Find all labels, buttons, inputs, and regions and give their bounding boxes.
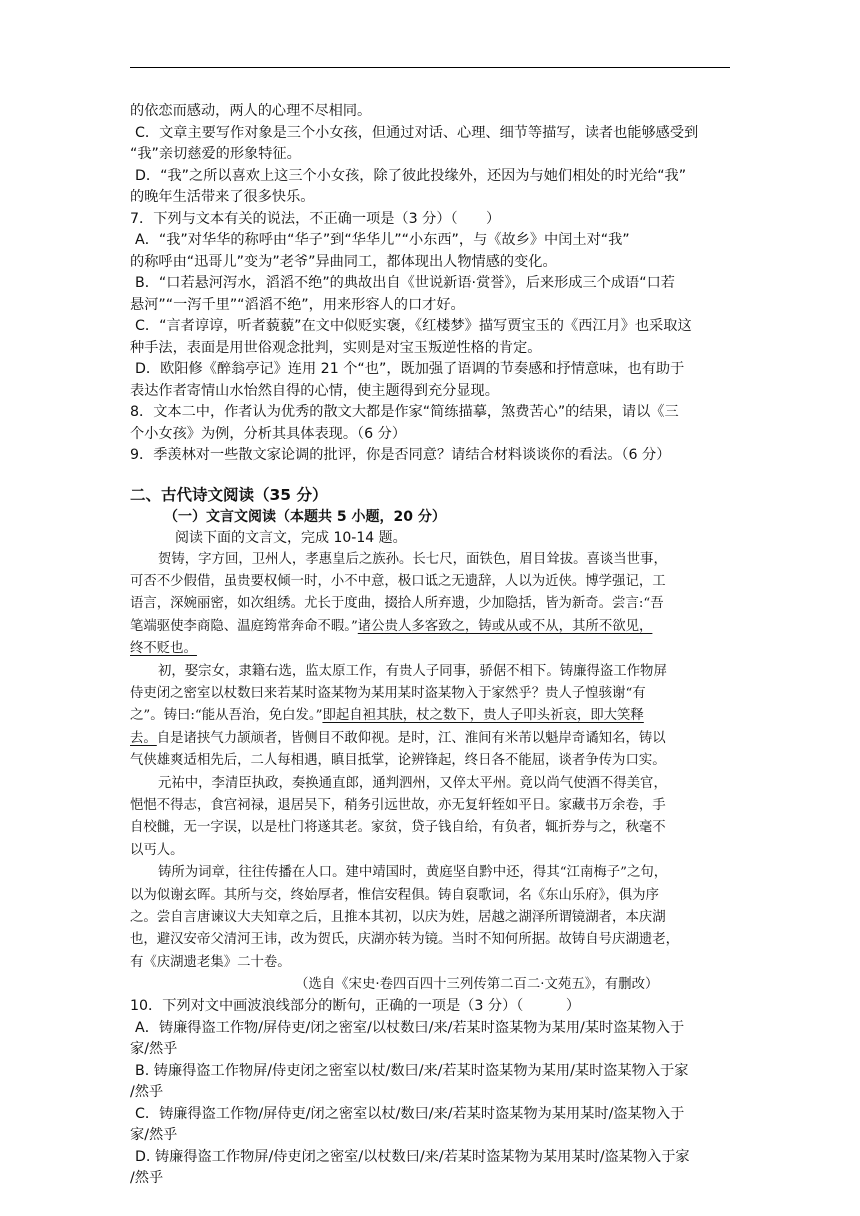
passage-text: 笔端驱使李商隐、温庭筠常奔命不暇。”: [130, 618, 358, 634]
text-line: 表达作者寄情山水怡然自得的心情，使主题得到充分显现。: [130, 382, 499, 399]
text-line: 的依恋而感动，两人的心理不尽相同。: [130, 103, 372, 119]
passage-line: 以为似谢玄晖。其所与交，终始厚者，惟信安程俱。铸自裒歌词，名《东山乐府》，俱为序: [130, 887, 659, 903]
underlined-sentence: 终不贬也。: [130, 641, 197, 657]
text-line: 个小女孩》为例，分析其具体表现。（6 分）: [130, 425, 407, 442]
option-d-line: D．“我”之所以喜欢上这三个小女孩，除了彼此投缘外，还因为与她们相处的时光给“我”: [135, 167, 687, 184]
passage-line: 语言，深婉丽密，如次组绣。尤长于度曲，掇拾人所弃遗，少加隐括，皆为新奇。尝言:“吾: [130, 596, 664, 612]
passage-line: 可否不少假借，虽贵要权倾一时，小不中意，极口诋之无遗辞，人以为近侠。博学强记，工: [130, 573, 666, 589]
text-line: 的晚年生活带来了很多快乐。: [130, 189, 315, 205]
passage-line: 之。尝自言唐谏议大夫知章之后，且推本其初，以庆为姓，居越之湖泽所谓镜湖者，本庆湖: [130, 910, 666, 925]
q10-option-c: C．铸廉得盗工作物/屏侍吏/闭之密室以杖/数曰/来/若某时盗某物为某用某时/盗某物入于: [135, 1105, 685, 1122]
classical-passage: [130, 549, 730, 975]
q10-option-d-cont: /然乎: [130, 1170, 164, 1187]
underlined-sentence: 诸公贵人多客致之，铸或从或不从，其所不欲见，: [357, 618, 653, 634]
passage-line: 自校雠，无一字误，以是杜门将遂其老。家贫，贷子钱自给，有负者，辄折券与之，秋毫不: [130, 820, 666, 836]
passage-line: 初，娶宗女，隶籍右选，监太原工作，有贵人子同事，骄倨不相下。铸廉得盗工作物屏: [158, 663, 667, 679]
q10-option-b: B. 铸廉得盗工作物屏/侍吏闭之密室以杖/数曰/来/若某时盗某物为某用/某时盗某物入于家: [135, 1062, 689, 1079]
passage-line: 有《庆湖遗老集》二十卷。: [130, 954, 291, 970]
q10-option-a-cont: 家/然乎: [130, 1041, 178, 1058]
question-10-stem: 10．下列对文中画波浪线部分的断句，正确的一项是（3 分）（ ）: [130, 998, 581, 1015]
text-line: 的称呼由“迅哥儿”变为”老爷”异曲同工，都体现出人物情感的变化。: [130, 253, 557, 270]
q7-option-d: D．欧阳修《醉翁亭记》连用 21 个“也”，既加强了语调的节奏感和抒情意味，也有助于: [135, 361, 685, 377]
q7-option-b: B．“口若悬河泻水，滔滔不绝”的典故出自《世说新语·赏誉》，后来形成三个成语“口若: [135, 275, 675, 291]
passage-source: （选自《宋史·卷四百四十三列传第二百二·文苑五》，有删改）: [295, 977, 659, 993]
passage-line: 也，避汉安帝父清河王讳，改为贺氏，庆湖亦转为镜。当时不知何所据。故铸自号庆湖遗老，: [130, 932, 680, 948]
text-line: 悬河”“一泻千里”“滔滔不绝”，用来形容人的口才好。: [130, 296, 465, 313]
passage-line: [130, 705, 730, 727]
q10-option-b-cont: /然乎: [130, 1084, 164, 1101]
passage-line: 悒悒不得志，食宫祠禄，退居吴下，稍务引远世故，亦无复轩轾如平日。家藏书万余卷，手: [130, 797, 666, 813]
passage-line: [130, 728, 730, 750]
passage-line: 贺铸，字方回，卫州人，孝惠皇后之族孙。长七尺，面铁色，眉目耸拔。喜谈当世事，: [158, 551, 667, 567]
reading-instruction: 阅读下面的文言文，完成 10-14 题。: [175, 529, 407, 546]
header-rule: [130, 67, 730, 68]
passage-line: 铸所为词章，往往传播在人口。建中靖国时，黄庭坚自黔中还，得其“江南梅子”之句，: [158, 865, 668, 881]
section-title: 二、古代诗文阅读（35 分）: [130, 485, 328, 504]
q10-option-c-cont: 家/然乎: [130, 1127, 178, 1144]
q7-option-a: A．“我”对华华的称呼由“华子”到“华华儿”“小东西”，与《故乡》中闰土对“我”: [135, 232, 630, 248]
option-c-line: C．文章主要写作对象是三个小女孩，但通过对话、心理、细节等描写，读者也能够感受到: [135, 124, 699, 141]
passage-line: [130, 638, 730, 660]
underlined-sentence: 去。: [130, 730, 157, 746]
passage-text: 自是诸挟气力颉颃者，皆侧目不敢仰视。是时，江、淮间有米芾以魁岸奇谲知名，铸以: [156, 730, 666, 746]
wavy-underlined-line: 侍吏闭之密室以杖数曰来若某时盗某物为某用某时盗某物入于家然乎？贵人子惶骇谢“有: [130, 685, 646, 701]
passage-line: 气侠雄爽适相先后，二人每相遇，瞋目抵掌，论辨锋起，终日各不能屈，谈者争传为口实。: [130, 753, 666, 769]
underlined-sentence: 即起自袒其肤，杖之数下，贵人子叩头祈哀，即大笑释: [322, 708, 644, 724]
q7-option-c: C．“言者谆谆，听者藐藐”在文中似贬实褒，《红楼梦》描写贾宝玉的《西江月》也采取这: [135, 318, 692, 334]
passage-line: 以丐人。: [130, 842, 184, 858]
page-body: [130, 101, 730, 1190]
question-7-stem: 7．下列与文本有关的说法，不正确一项是（3 分）（ ）: [130, 210, 501, 227]
q10-option-a: A．铸廉得盗工作物/屏侍吏/闭之密室/以杖数曰/来/若某时盗某物为某用/某时盗某物入于: [135, 1019, 685, 1036]
passage-line: [130, 616, 730, 638]
passage-line: 元祐中，李清臣执政，奏换通直郎，通判泗州，又倅太平州。竟以尚气使酒不得美官，: [158, 775, 667, 791]
subsection-title: （一）文言文阅读（本题共 5 小题，20 分）: [164, 508, 446, 525]
text-line: “我”亲切慈爱的形象特征。: [130, 146, 301, 162]
passage-text: 之”。铸曰:“能从吾治，免白发。”: [130, 708, 323, 724]
text-line: 种手法，表面是用世俗观念批判，实则是对宝玉叛逆性格的肯定。: [130, 339, 542, 356]
question-8-stem: 8．文本二中，作者认为优秀的散文大都是作家“简练描摹，煞费苦心”的结果，请以《三: [130, 404, 679, 420]
q10-option-d: D. 铸廉得盗工作物屏/侍吏闭之密室/以杖数曰/来/若某时盗某物为某用某时/盗某物入于家: [135, 1148, 690, 1165]
question-9-stem: 9．季羡林对一些散文家论调的批评，你是否同意？请结合材料谈谈你的看法。（6 分）: [130, 447, 671, 463]
